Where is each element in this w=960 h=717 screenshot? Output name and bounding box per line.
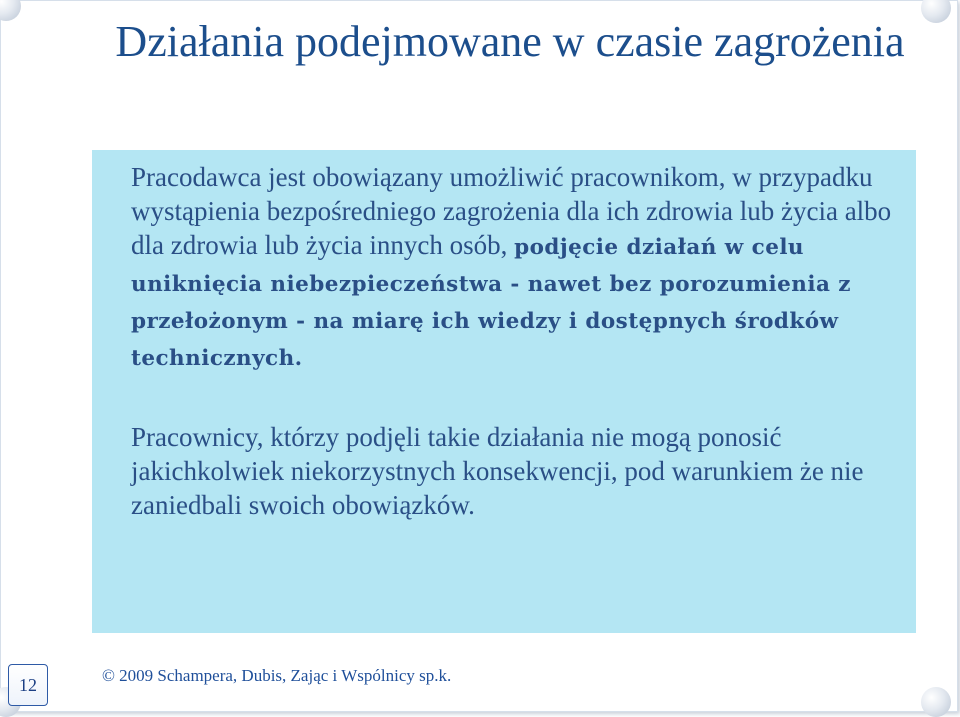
corner-ornament [0, 0, 21, 21]
slide-title: Działania podejmowane w czasie zagrożenia [115, 17, 905, 66]
paragraph-bold-text: podjęcie działań w celu uniknięcia niebezpieczeństwa - nawet bez porozumienia z przełożonym - na miarę ich wiedzy i dostępnych środków technicznych. [131, 235, 851, 371]
footer-copyright: © 2009 Schampera, Dubis, Zając i Wspólnicy sp.k. [102, 666, 452, 685]
corner-ornament [921, 687, 951, 717]
paragraph-text: Pracodawca jest obowiązany umożliwić pracownikom, w przypadku wystąpienia bezpośredniego zagrożenia dla ich zdrowia lub życia albo dla zdrowia lub życia innych osób, [131, 162, 892, 260]
paragraph-employee-protection: Pracownicy, którzy podjęli takie działania nie mogą ponosić jakichkolwiek niekorzystnych konsekwencji, pod warunkiem że nie zaniedbali swoich obowiązków. [131, 422, 864, 520]
slide-number-badge: 12 [8, 664, 48, 706]
paragraph-employer-duty [131, 160, 901, 376]
